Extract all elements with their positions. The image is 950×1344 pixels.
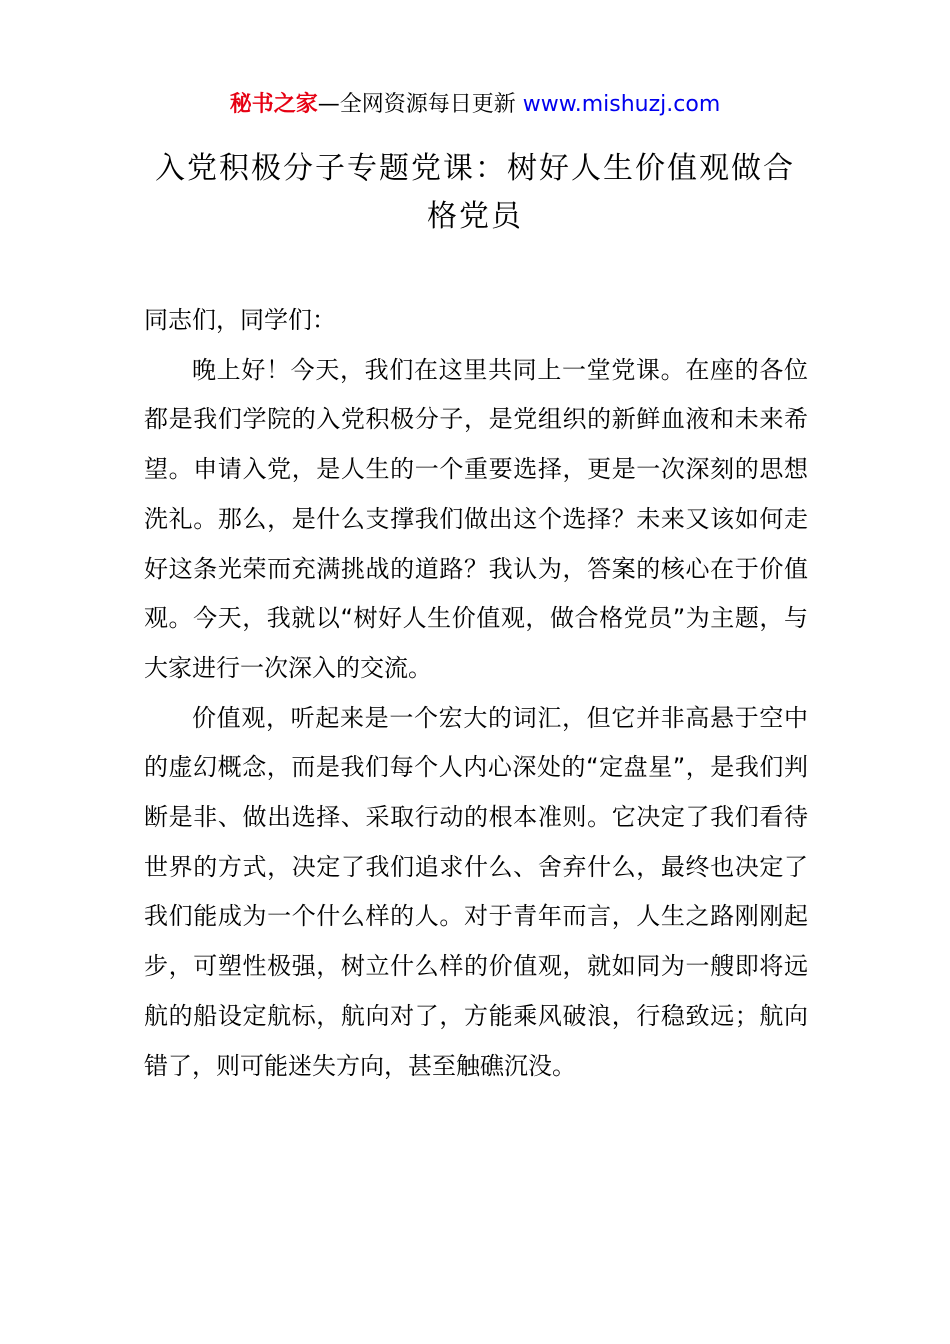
document-body	[144, 296, 808, 1091]
paragraph-2: 价值观，听起来是一个宏大的词汇，但它并非高悬于空中的虚幻概念，而是我们每个人内心深处的“定盘星”，是我们判断是非、做出选择、采取行动的根本准则。它决定了我们看待世界的方式，决定了我们追求什么、舍弃什么，最终也决定了我们能成为一个什么样的人。对于青年而言，人生之路刚刚起步，可塑性极强，树立什么样的价值观，就如同为一艘即将远航的船设定航标，航向对了，方能乘风破浪，行稳致远；航向错了，则可能迷失方向，甚至触礁沉没。	[144, 703, 808, 1080]
salutation: 同志们，同学们：	[144, 306, 336, 334]
site-header	[0, 88, 950, 122]
document-title: 入党积极分子专题党课：树好人生价值观做合格党员	[155, 151, 795, 234]
site-tagline: —全网资源每日更新	[317, 92, 516, 117]
site-url-link[interactable]: www.mishuzj.com	[522, 92, 721, 117]
site-brand: 秘书之家	[229, 92, 318, 117]
paragraph-1: 晚上好！今天，我们在这里共同上一堂党课。在座的各位都是我们学院的入党积极分子，是党组织的新鲜血液和未来希望。申请入党，是人生的一个重要选择，更是一次深刻的思想洗礼。那么，是什么支撑我们做出这个选择？未来又该如何走好这条光荣而充满挑战的道路？我认为，答案的核心在于价值观。今天，我就以“树好人生价值观，做合格党员”为主题，与大家进行一次深入的交流。	[144, 355, 808, 682]
